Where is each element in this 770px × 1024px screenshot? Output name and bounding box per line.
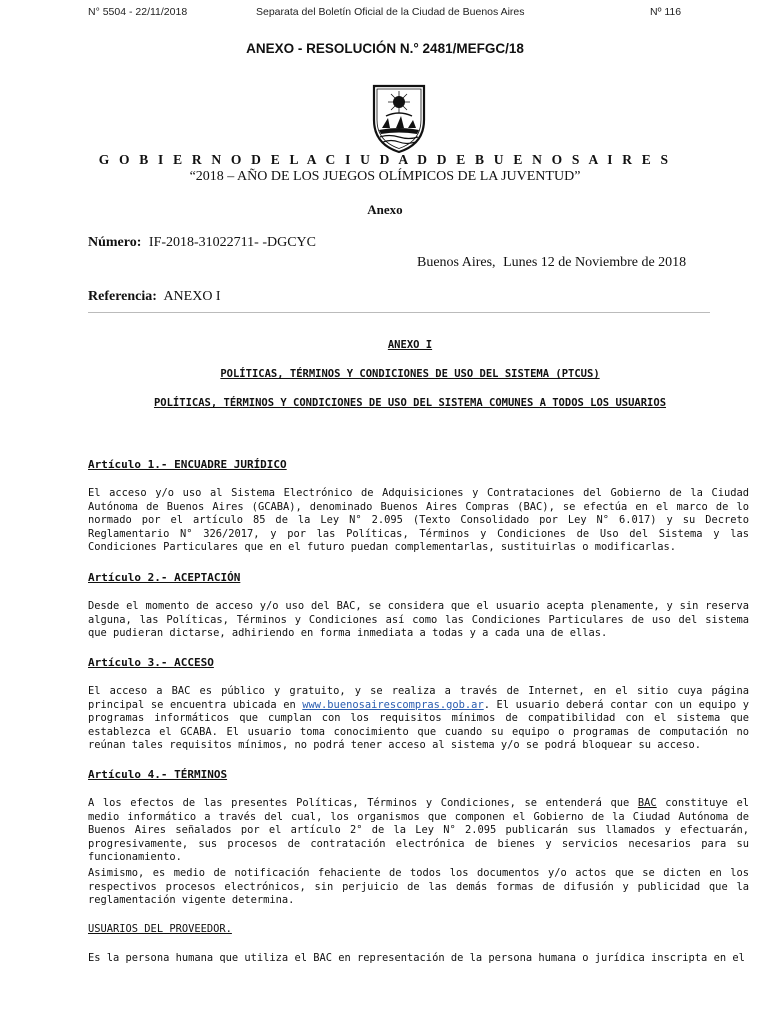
place: Buenos Aires,: [417, 255, 496, 270]
bac-site-link[interactable]: www.buenosairescompras.gob.ar: [302, 698, 484, 711]
usuarios-heading-text: USUARIOS DEL PROVEEDOR.: [88, 923, 232, 935]
date: Lunes 12 de Noviembre de 2018: [503, 255, 687, 270]
ptcus-heading: POLÍTICAS, TÉRMINOS Y CONDICIONES DE USO DEL SISTEMA (PTCUS): [220, 368, 600, 380]
resolution-title: ANEXO - RESOLUCIÓN N.° 2481/MEFGC/18: [246, 41, 524, 56]
divider: [88, 312, 710, 313]
header-issue: N° 5504 - 22/11/2018: [88, 6, 188, 18]
annex-label: Anexo: [367, 202, 403, 217]
article-1-title: Artículo 1.- ENCUADRE JURÍDICO: [88, 458, 287, 471]
header-page-number: Nº 116: [650, 6, 682, 18]
usuarios-heading: [88, 923, 749, 937]
bac-term: BAC: [637, 797, 657, 809]
article-3-body: [88, 685, 749, 753]
article-2-title: Artículo 2.- ACEPTACIÓN: [88, 571, 241, 584]
article-4-body: [88, 797, 749, 865]
city-seal-icon: [368, 82, 430, 154]
header-publication: Separata del Boletín Oficial de la Ciudad de Buenos Aires: [256, 6, 525, 18]
numero-line: [88, 235, 316, 251]
article-4-text-end: constituye el medio informático a través del cual, los organismos que componen el Gobierno de la Ciudad Autónoma de Buenos Aires señalados por el artículo 2° de la Ley N° 2.095 publicarán sus llamados y efectuarán, progresivamente, sus procesos de contratación electrónica de bienes y servicios necesarios para su funcionamiento.: [88, 797, 749, 864]
numero-label: Número:: [88, 235, 142, 250]
referencia-label: Referencia:: [88, 289, 157, 304]
article-1-body: El acceso y/o uso al Sistema Electrónico de Adquisiciones y Contrataciones del Gobierno de la Ciudad Autónoma de Buenos Aires (GCABA), denominado Buenos Aires Compras (BAC), se efectúa en el marco de lo normado por el artículo 85 de la Ley N° 2.095 (Texto Consolidado por Ley N° 6.017) y su Decreto Reglamentario N° 326/2017, y por las Políticas, Términos y Condiciones de Uso del Sistema y las Condiciones Particulares que en el futuro puedan complementarlas, sustituirlas o modificarlas.: [88, 487, 749, 554]
government-name: G O B I E R N O D E L A C I U D A D D E B U E N O S A I R E S: [98, 152, 672, 167]
article-3-text-start: El acceso a BAC es público y gratuito, y se realiza a través de Internet, en el sitio cuya página principal se encuentra ubicada en: [88, 685, 749, 711]
article-4-body-2: Asimismo, es medio de notificación fehaciente de todos los documentos y/o actos que se dicten en los respectivos procesos electrónicos, sin perjuicio de las demás formas de difusión y publicidad que la reglamentación vigente determina.: [88, 867, 749, 907]
article-3-title: Artículo 3.- ACCESO: [88, 656, 214, 669]
year-motto: “2018 – AÑO DE LOS JUEGOS OLÍMPICOS DE LA JUVENTUD”: [189, 169, 581, 184]
article-3-text-end: . El usuario deberá contar con un equipo y programas informáticos que cumplan con los requisitos mínimos de compatibilidad con el sistema que establezca el GCABA. El usuario toma conocimiento que cuando su equipo o programas de computación no reúnan tales requisitos mínimos, no podrá tener acceso al sistema y/o se podrá bloquear su acceso.: [88, 698, 749, 752]
article-2-body: Desde el momento de acceso y/o uso del BAC, se considera que el usuario acepta plenamente, y sin reserva alguna, las Políticas, Términos y Condiciones así como las Condiciones Particulares de uso del sistema que pudieran dictarse, adhiriendo en forma inmediata a todas y a cada una de ellas.: [88, 600, 749, 640]
numero-value: IF-2018-31022711- -DGCYC: [148, 235, 316, 250]
place-date-line: [417, 255, 686, 271]
annex-heading: ANEXO I: [387, 339, 433, 351]
usuarios-body: Es la persona humana que utiliza el BAC en representación de la persona humana o jurídica inscripta en el: [88, 952, 745, 964]
article-4-text-start: A los efectos de las presentes Políticas, Términos y Condiciones, se entenderá que: [88, 797, 638, 809]
common-heading: POLÍTICAS, TÉRMINOS Y CONDICIONES DE USO DEL SISTEMA COMUNES A TODOS LOS USUARIOS: [153, 397, 667, 409]
referencia-line: [88, 289, 221, 305]
referencia-value: ANEXO I: [163, 289, 221, 304]
article-4-title: Artículo 4.- TÉRMINOS: [88, 768, 228, 781]
